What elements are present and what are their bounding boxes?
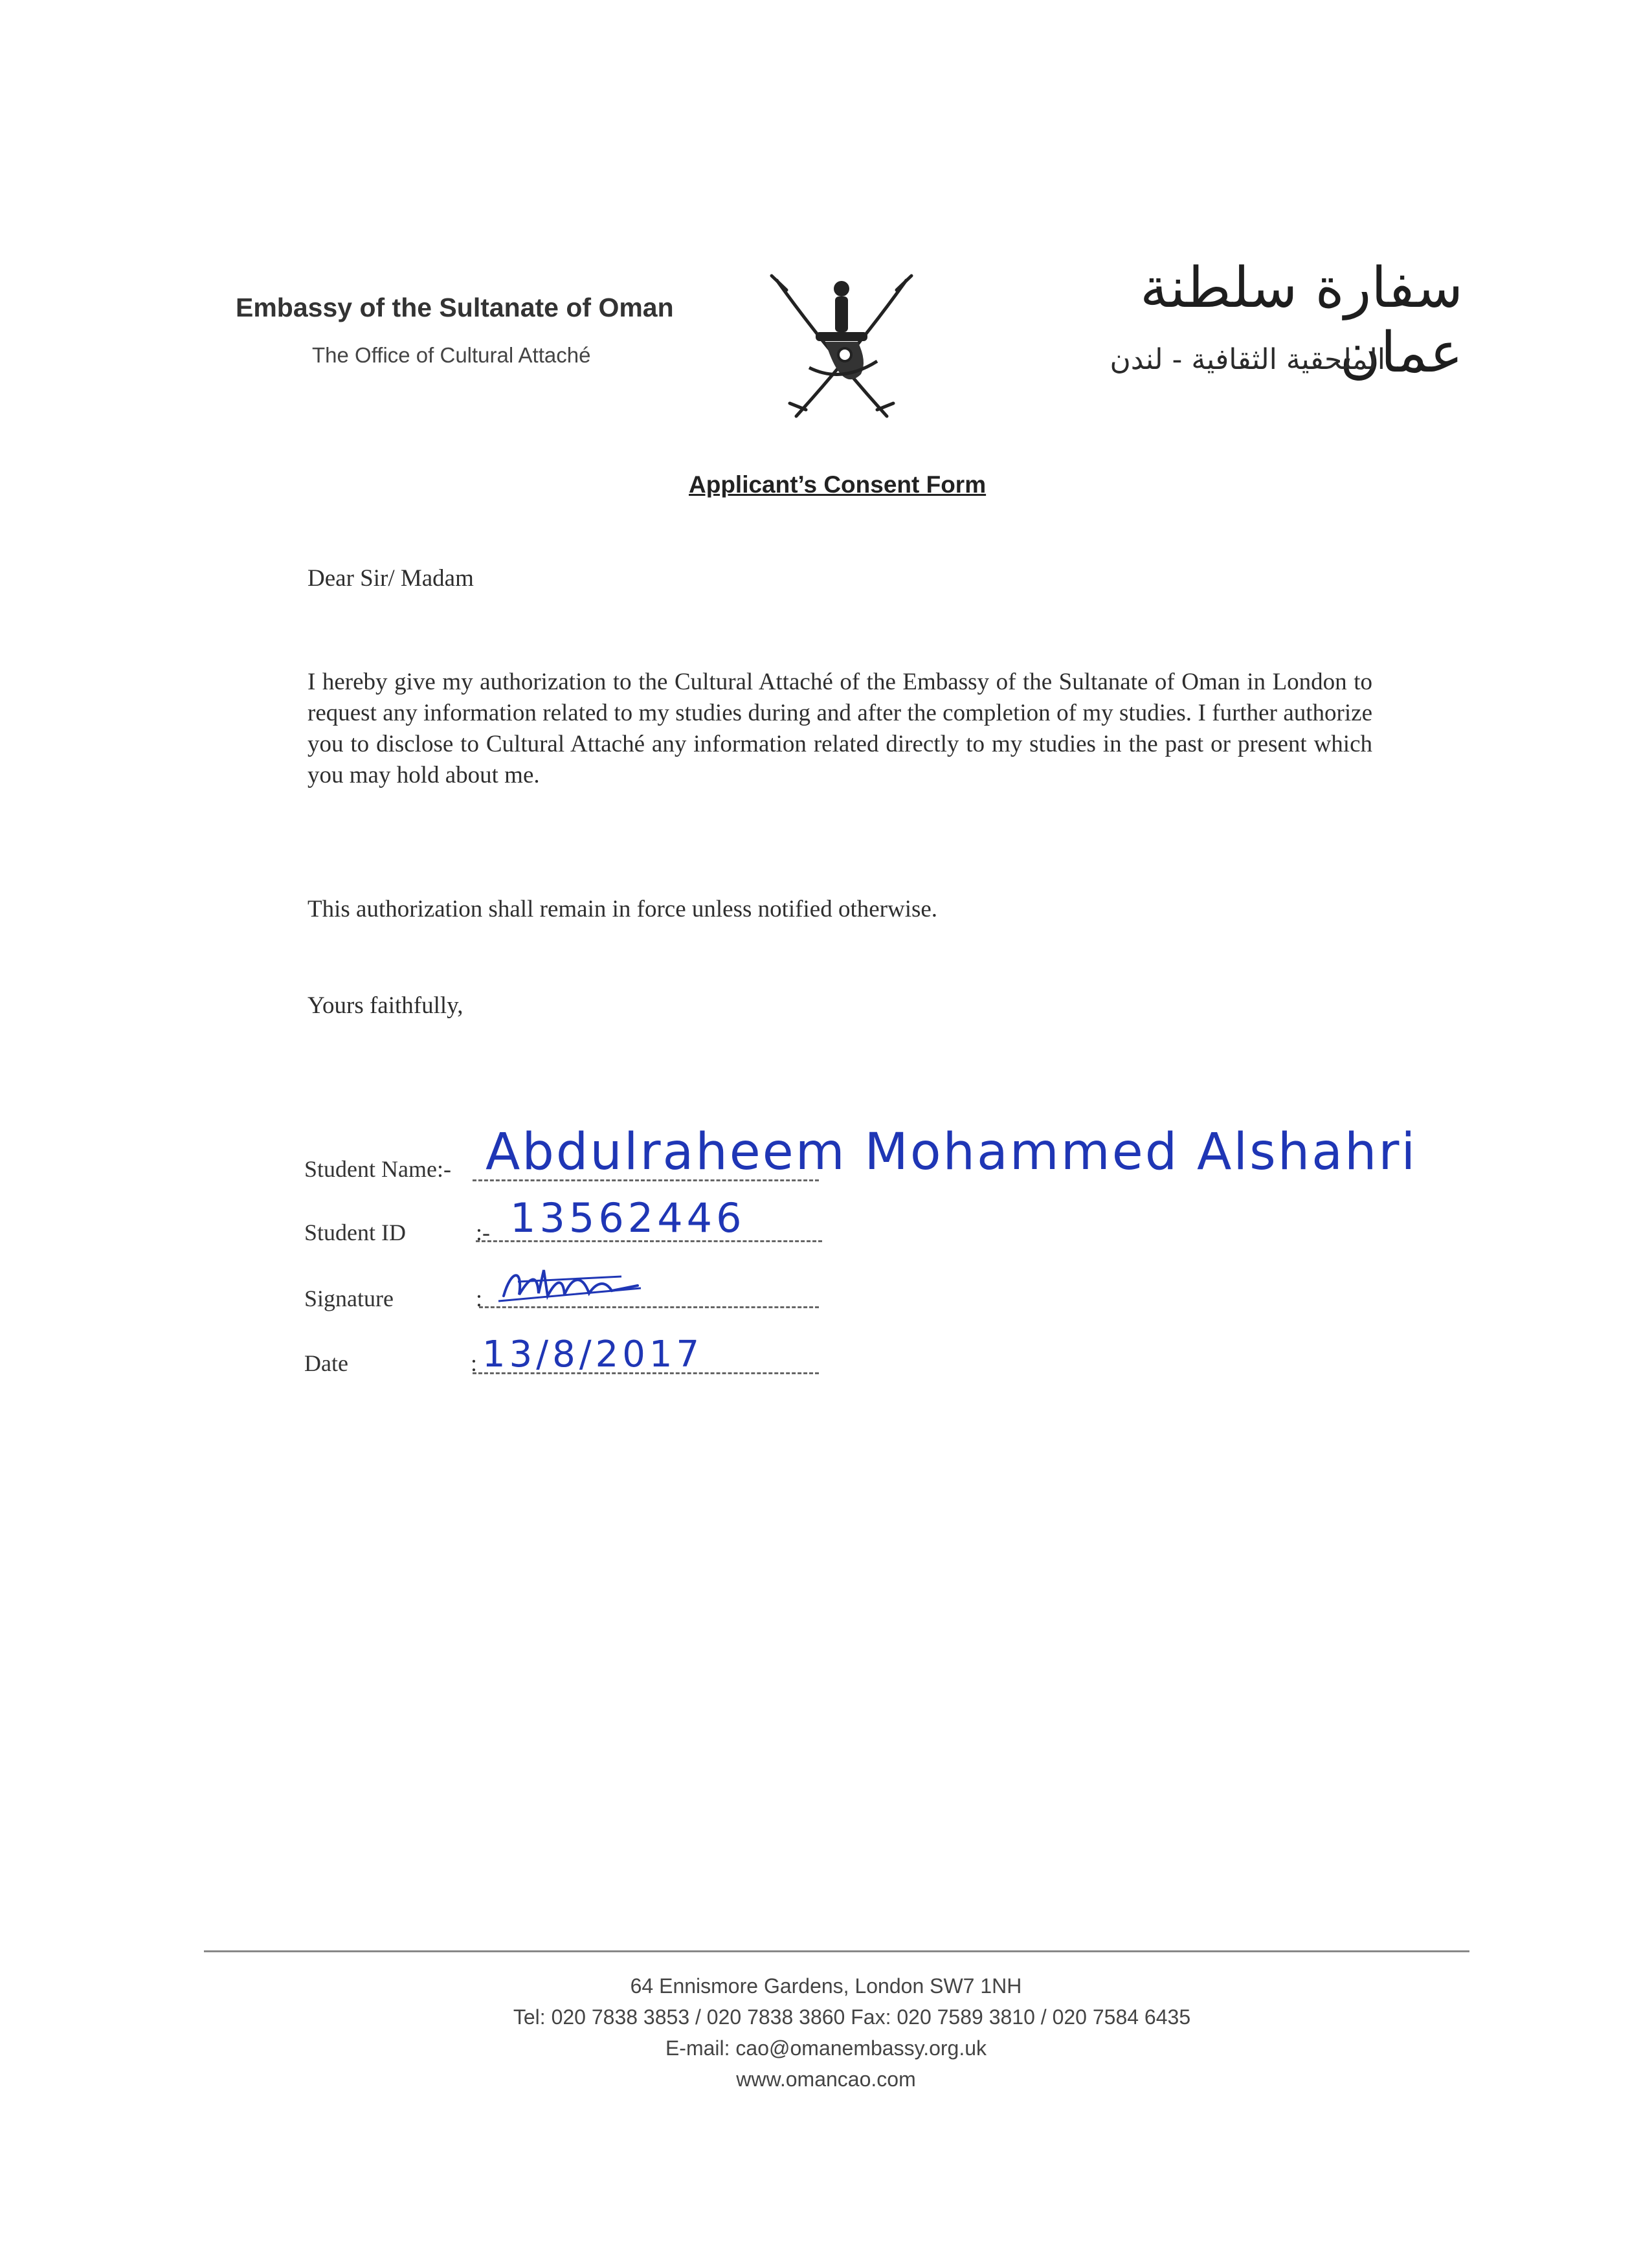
- student-id-label: Student ID: [304, 1220, 406, 1245]
- oman-khanjar-emblem-icon: [764, 271, 919, 426]
- salutation: Dear Sir/ Madam: [307, 565, 474, 592]
- form-title: Applicant’s Consent Form: [689, 471, 987, 498]
- student-id-separator: :-: [476, 1220, 490, 1245]
- footer-address: 64 Ennismore Gardens, London SW7 1NH: [630, 1974, 1022, 1998]
- date-value: 13/8/2017: [482, 1333, 704, 1376]
- signature-label: Signature: [304, 1286, 394, 1311]
- closing-text: Yours faithfully,: [307, 992, 463, 1019]
- office-name: The Office of Cultural Attaché: [312, 343, 591, 367]
- arabic-subtitle: الملحقية الثقافية - لندن: [1110, 343, 1385, 376]
- arabic-title: سفارة سلطنة عمان: [1140, 256, 1463, 385]
- date-separator: :: [471, 1350, 478, 1376]
- authorization-paragraph: I hereby give my authorization to the Cultural Attaché of the Embassy of the Sultanate of Oman in London to request any information related to my studies during and after the completion of my studies. I further authorize you to disclose to Cultural Attaché any information related directly to my studies in the past or present which you may hold about me.: [307, 669, 1372, 788]
- date-label: Date: [304, 1350, 348, 1376]
- handwritten-signature: [492, 1262, 647, 1314]
- footer-phone-fax: Tel: 020 7838 3853 / 020 7838 3860 Fax: 020 7589 3810 / 020 7584 6435: [513, 2005, 1191, 2029]
- remain-in-force-text: This authorization shall remain in force unless notified otherwise.: [307, 896, 938, 922]
- footer-divider: [204, 1950, 1469, 1952]
- student-id-value: 13562446: [510, 1194, 746, 1242]
- signature-separator: :: [476, 1286, 483, 1311]
- student-name-value: Abdulraheem Mohammed Alshahri: [486, 1123, 1418, 1181]
- footer-email: E-mail: cao@omanembassy.org.uk: [665, 2036, 987, 2060]
- embassy-name: Embassy of the Sultanate of Oman: [236, 293, 674, 322]
- footer-website: www.omancao.com: [736, 2068, 916, 2091]
- student-name-label: Student Name:-: [304, 1156, 451, 1182]
